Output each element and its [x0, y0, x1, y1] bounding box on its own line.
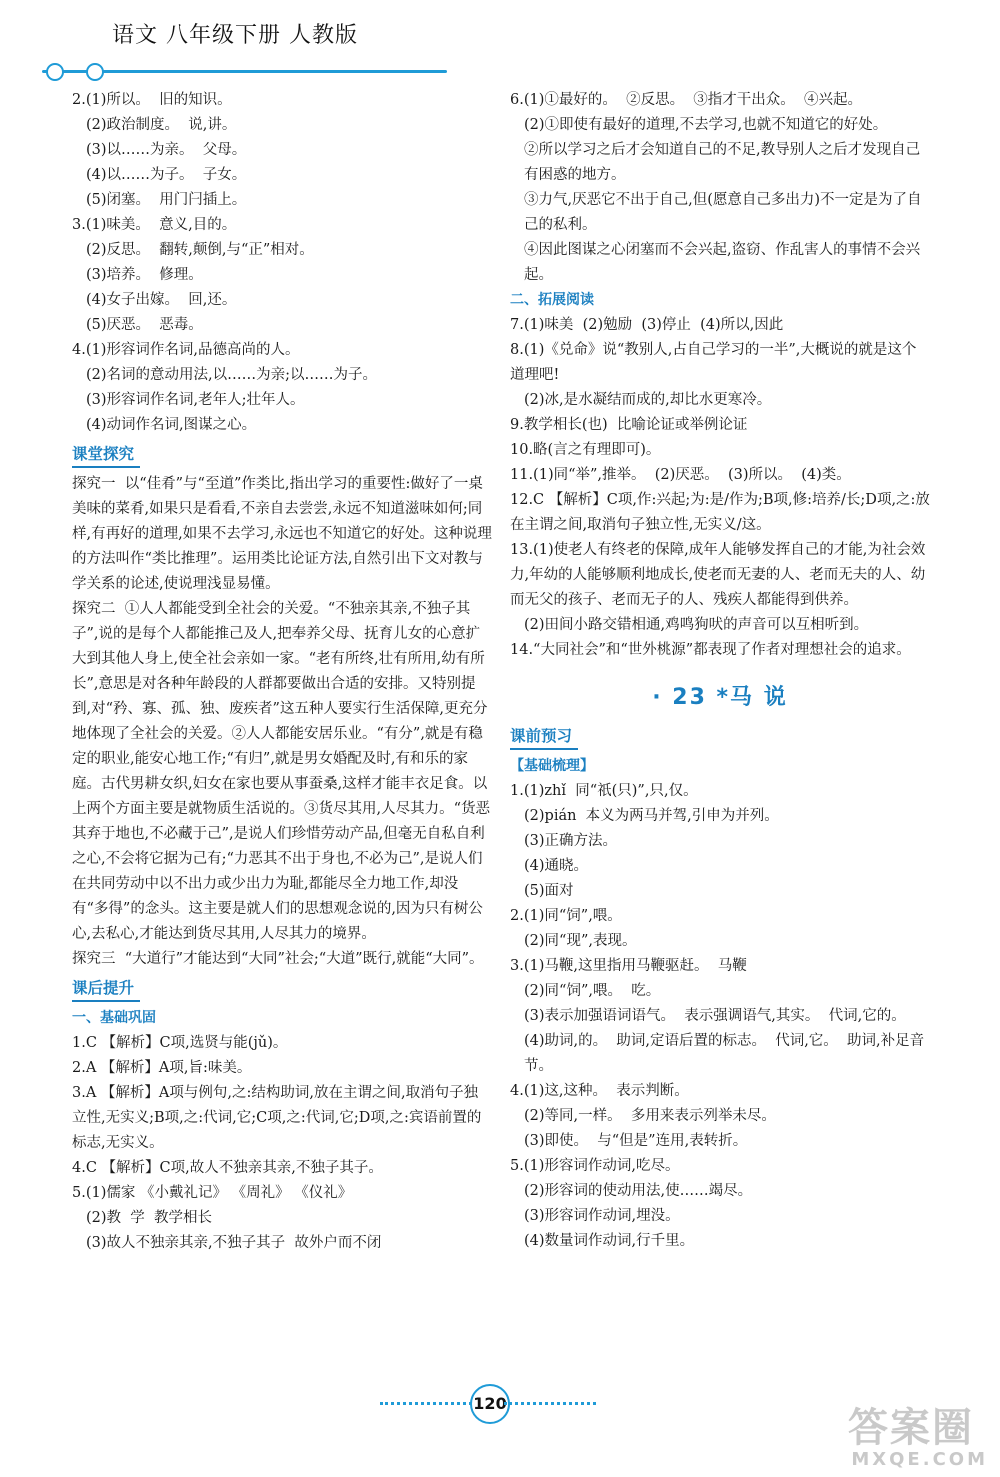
answer-line: (2)教 学 教学相长 — [86, 1210, 212, 1226]
answer-line: 4.(1)形容词作名词,品德高尚的人。 — [72, 342, 300, 358]
answer-line: (2)①即使有最好的道理,不去学习,也就不知道它的好处。 — [524, 117, 888, 133]
answer-line: 5.(1)儒家 《小戴礼记》 《周礼》 《仪礼》 — [72, 1185, 353, 1201]
answer-line: 11.(1)同“举”,推举。 (2)厌恶。 (3)所以。 (4)类。 — [510, 467, 851, 483]
answer-line: (2)同“饲”,喂。 吃。 — [524, 983, 661, 999]
answer-line: (2)名词的意动用法,以……为亲;以……为子。 — [86, 367, 378, 383]
lesson-title: · 23 *马 说 — [652, 685, 788, 710]
subsection-heading: 二、拓展阅读 — [510, 292, 594, 308]
page-number: 120 — [470, 1384, 510, 1424]
section-heading: 课前预习 — [510, 724, 578, 750]
answer-line: (2)同“现”,表现。 — [524, 933, 637, 949]
answer-line: 3.(1)马鞭,这里指用马鞭驱赶。 马鞭 — [510, 958, 747, 974]
answer-line: (3)形容词作动词,埋没。 — [524, 1208, 680, 1224]
left-column — [72, 88, 492, 1256]
footer-dotted-rule-left — [380, 1402, 472, 1405]
answer-line: 探究二 ①人人都能受到全社会的关爱。“不独亲其亲,不独子其子”,说的是每个人都能推己及人,把奉养父母、抚育儿女的心意扩大到其他人身上,使全社会亲如一家。“老有所终,壮有所用,幼有所长”,意思是对各种年龄段的人群都要做出合适的安排。又特别提到,对“矜、寡、孤、独、废疾者”这五种人要实行生活保障,更充分地体现了全社会的关爱。②人人都能安居乐业。“有分”,就是有稳定的职业,能安心地工作;“有归”,就是男女婚配及时,有和乐的家庭。古代男耕女织,妇女在家也要从事蚕桑,这样才能丰衣足食。以上两个方面主要是就物质生活说的。③货尽其用,人尽其力。“货恶其弃于地也,不必藏于己”,是说人们珍惜劳动产品,但毫无自私自利之心,不会将它据为己有;“力恶其不出于身也,不必为己”,是说人们在共同劳动中以不出力或少出力为耻,都能尽全力地工作,却没有“多得”的念头。这主要是就人们的思想观念说的,因为只有树公心,去私心,才能达到货尽其用,人尽其力的境界。 — [72, 601, 491, 942]
answer-line: ②所以学习之后才会知道自己的不足,教导别人之后才发现自己有困惑的地方。 — [524, 142, 921, 183]
answer-line: (2)形容词的使动用法,使……竭尽。 — [524, 1183, 753, 1199]
answer-line: 1.C 【解析】C项,选贤与能(jǔ)。 — [72, 1035, 288, 1051]
answer-line: (5)厌恶。 恶毒。 — [86, 317, 203, 333]
answer-line: 2.(1)所以。 旧的知识。 — [72, 92, 232, 108]
answer-line: 9.教学相长(也) 比喻论证或举例论证 — [510, 417, 748, 433]
answer-line: 2.(1)同“饲”,喂。 — [510, 908, 622, 924]
answer-line: 10.略(言之有理即可)。 — [510, 442, 661, 458]
footer-dotted-rule-right — [504, 1402, 596, 1405]
answer-line: (2)田间小路交错相通,鸡鸣狗吠的声音可以互相听到。 — [524, 617, 869, 633]
answer-line: (4)以……为子。 子女。 — [86, 167, 247, 183]
answer-line: (3)正确方法。 — [524, 833, 618, 849]
answer-line: 5.(1)形容词作动词,吃尽。 — [510, 1158, 680, 1174]
answer-line: (3)表示加强语词语气。 表示强调语气,其实。 代词,它的。 — [524, 1008, 906, 1024]
header-dot-icon — [86, 63, 104, 81]
answer-line: (3)以……为亲。 父母。 — [86, 142, 247, 158]
answer-line: 探究三 “大道行”才能达到“大同”社会;“大道”既行,就能“大同”。 — [72, 951, 484, 967]
answer-line: 6.(1)①最好的。 ②反思。 ③指才干出众。 ④兴起。 — [510, 92, 863, 108]
watermark-logo-text: 答案圈 — [848, 1405, 974, 1451]
answer-line: (4)助词,的。 助词,定语后置的标志。 代词,它。 助词,补足音节。 — [524, 1033, 925, 1074]
right-column — [510, 88, 930, 1254]
answer-line: (3)形容词作名词,老年人;壮年人。 — [86, 392, 305, 408]
answer-line: (3)即使。 与“但是”连用,表转折。 — [524, 1133, 748, 1149]
answer-line: (4)动词作名词,图谋之心。 — [86, 417, 257, 433]
answer-line: (5)面对 — [524, 883, 574, 899]
section-heading: 课后提升 — [72, 976, 140, 1002]
answer-line: 14.“大同社会”和“世外桃源”都表现了作者对理想社会的追求。 — [510, 642, 911, 658]
section-heading: 课堂探究 — [72, 442, 140, 468]
header-dot-icon — [46, 63, 64, 81]
answer-line: 2.A 【解析】A项,旨:味美。 — [72, 1060, 252, 1076]
answer-line: (2)pián 本义为两马并驾,引申为并列。 — [524, 808, 779, 824]
answer-line: 3.(1)味美。 意义,目的。 — [72, 217, 237, 233]
answer-line: (2)等同,一样。 多用来表示列举未尽。 — [524, 1108, 776, 1124]
answer-line: 1.(1)zhǐ 同“祇(只)”,只,仅。 — [510, 783, 698, 799]
answer-line: (5)闭塞。 用门闩插上。 — [86, 192, 247, 208]
answer-line: ③力气,厌恶它不出于自己,但(愿意自己多出力)不一定是为了自己的私利。 — [524, 192, 922, 233]
answer-line: 13.(1)使老人有终老的保障,成年人能够发挥自己的才能,为社会效力,年幼的人能够顺利地成长,使老而无妻的人、老而无夫的人、幼而无父的孩子、老而无子的人、残疾人都能得到供养。 — [510, 542, 926, 608]
answer-line: (4)数量词作动词,行千里。 — [524, 1233, 695, 1249]
answer-line: 7.(1)味美 (2)勉励 (3)停止 (4)所以,因此 — [510, 317, 784, 333]
subsection-heading: 【基础梳理】 — [510, 758, 594, 774]
answer-line: (3)培养。 修理。 — [86, 267, 203, 283]
answer-line: 探究一 以“佳肴”与“至道”作类比,指出学习的重要性:做好了一桌美味的菜肴,如果只是看看,不亲自去尝尝,永远不知道滋味如何;同样,有再好的道理,如果不去学习,永远也不知道它的好处。这种说理的方法叫作“类比推理”。运用类比论证方法,自然引出下文对教与学关系的论述,使说理浅显易懂。 — [72, 476, 492, 592]
answer-line: (2)冰,是水凝结而成的,却比水更寒冷。 — [524, 392, 772, 408]
answer-line: 3.A 【解析】A项与例句,之:结构助词,放在主谓之间,取消句子独立性,无实义;B项,之:代词,它;C项,之:代词,它;D项,之:宾语前置的标志,无实义。 — [72, 1085, 482, 1151]
answer-line: (4)女子出嫁。 回,还。 — [86, 292, 237, 308]
answer-line: 4.(1)这,这种。 表示判断。 — [510, 1083, 689, 1099]
watermark — [848, 1396, 988, 1470]
answer-line: 8.(1)《兑命》说“教别人,占自己学习的一半”,大概说的就是这个道理吧! — [510, 342, 917, 383]
watermark-url: MXQE.COM — [851, 1449, 988, 1470]
answer-line: (2)政治制度。 说,讲。 — [86, 117, 237, 133]
book-title: 语文 八年级下册 人教版 — [112, 23, 358, 48]
answer-line: 4.C 【解析】C项,故人不独亲其亲,不独子其子。 — [72, 1160, 383, 1176]
subsection-heading: 一、基础巩固 — [72, 1010, 156, 1026]
answer-line: ④因此图谋之心闭塞而不会兴起,盗窃、作乱害人的事情不会兴起。 — [524, 242, 921, 283]
answer-line: (3)故人不独亲其亲,不独子其子 故外户而不闭 — [86, 1235, 382, 1251]
answer-line: (2)反思。 翻转,颠倒,与“正”相对。 — [86, 242, 314, 258]
answer-line: 12.C 【解析】C项,作:兴起;为:是/作为;B项,修:培养/长;D项,之:放在主谓之间,取消句子独立性,无实义/这。 — [510, 492, 930, 533]
answer-line: (4)通晓。 — [524, 858, 589, 874]
